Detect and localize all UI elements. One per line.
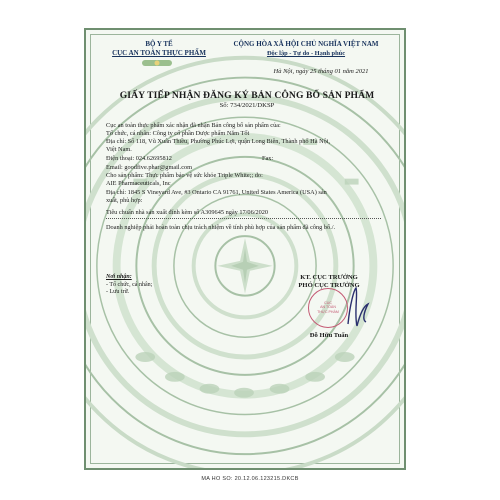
manufacturer-line: AIE Pharmaceuticals, Inc	[106, 180, 171, 187]
manufacturer-address-1: Địa chỉ: 1845 S Vineyard Ave, #3 Ontario CA 91761, United States America (USA) sản	[106, 189, 327, 196]
recipient-item: - Tổ chức, cá nhân;	[106, 281, 153, 288]
handwritten-signature	[340, 284, 374, 332]
email-line: Email: goodfive.phar@gmail.com	[106, 164, 193, 171]
signatory-title-line-2: PHÓ CỤC TRƯỞNG	[298, 282, 360, 289]
country-name: CỘNG HÒA XÃ HỘI CHỦ NGHĨA VIỆT NAM	[233, 40, 379, 48]
organization-line: Tổ chức, cá nhân: Công ty cổ phần Dược phẩm Năm Tốt	[106, 130, 250, 137]
recipient-item: - Lưu trữ.	[106, 289, 130, 296]
divider	[106, 218, 381, 219]
issuer-header	[100, 40, 218, 58]
stamp-text: CỤC	[324, 301, 332, 305]
national-header	[208, 40, 404, 58]
fax-line: Fax:	[262, 155, 274, 162]
stamp-text: AN TOÀN	[320, 305, 336, 310]
department-logo-icon	[142, 59, 172, 67]
recipients-block	[106, 274, 226, 297]
manufacturer-address-2: xuất, phù hợp:	[106, 197, 143, 204]
product-line: Cho sản phẩm: Thực phẩm bảo vệ sức khỏe Triple White;; do:	[106, 172, 263, 179]
address-line-2: Việt Nam.	[106, 146, 132, 153]
national-motto: Độc lập - Tự do - Hạnh phúc	[266, 50, 346, 57]
issue-date: Hà Nội, ngày 25 tháng 01 năm 2021	[273, 68, 369, 75]
body-intro: Cục an toàn thực phẩm xác nhận đã nhận Bản công bố sản phẩm của:	[106, 122, 281, 129]
stamp-text: THỰC PHẨM	[317, 309, 339, 314]
phone-line: Điện thoại: 024.62695812	[106, 155, 172, 162]
ministry-name: BỘ Y TẾ	[145, 40, 173, 48]
verification-code: MA HO SO: 20.12.06.123215.DKCB	[201, 476, 299, 482]
document-number: Số: 734/2021/DKSP	[219, 102, 275, 109]
recipients-title: Nơi nhận:	[106, 274, 132, 280]
document-title: GIẤY TIẾP NHẬN ĐĂNG KÝ BẢN CÔNG BỐ SẢN PHẨM	[119, 90, 375, 101]
standard-line: Tiêu chuẩn nhà sản xuất đính kèm số A309645 ngày 17/06/2020	[106, 209, 269, 216]
department-name: CỤC AN TOÀN THỰC PHẨM	[112, 49, 206, 57]
signatory-name: Đỗ Hữu Tuấn	[309, 332, 349, 339]
certificate-document	[84, 28, 406, 470]
signatory-title-line-1: KT. CỤC TRƯỞNG	[300, 274, 358, 281]
responsibility-line: Doanh nghiệp phải hoàn toàn chịu trách nhiệm về tính phù hợp của sản phẩm đã công bố./.	[106, 224, 336, 231]
address-line-1: Địa chỉ: Số 118, Vũ Xuân Thiều, Phường Phúc Lợi, quận Long Biên, Thành phố Hà Nội,	[106, 138, 331, 145]
